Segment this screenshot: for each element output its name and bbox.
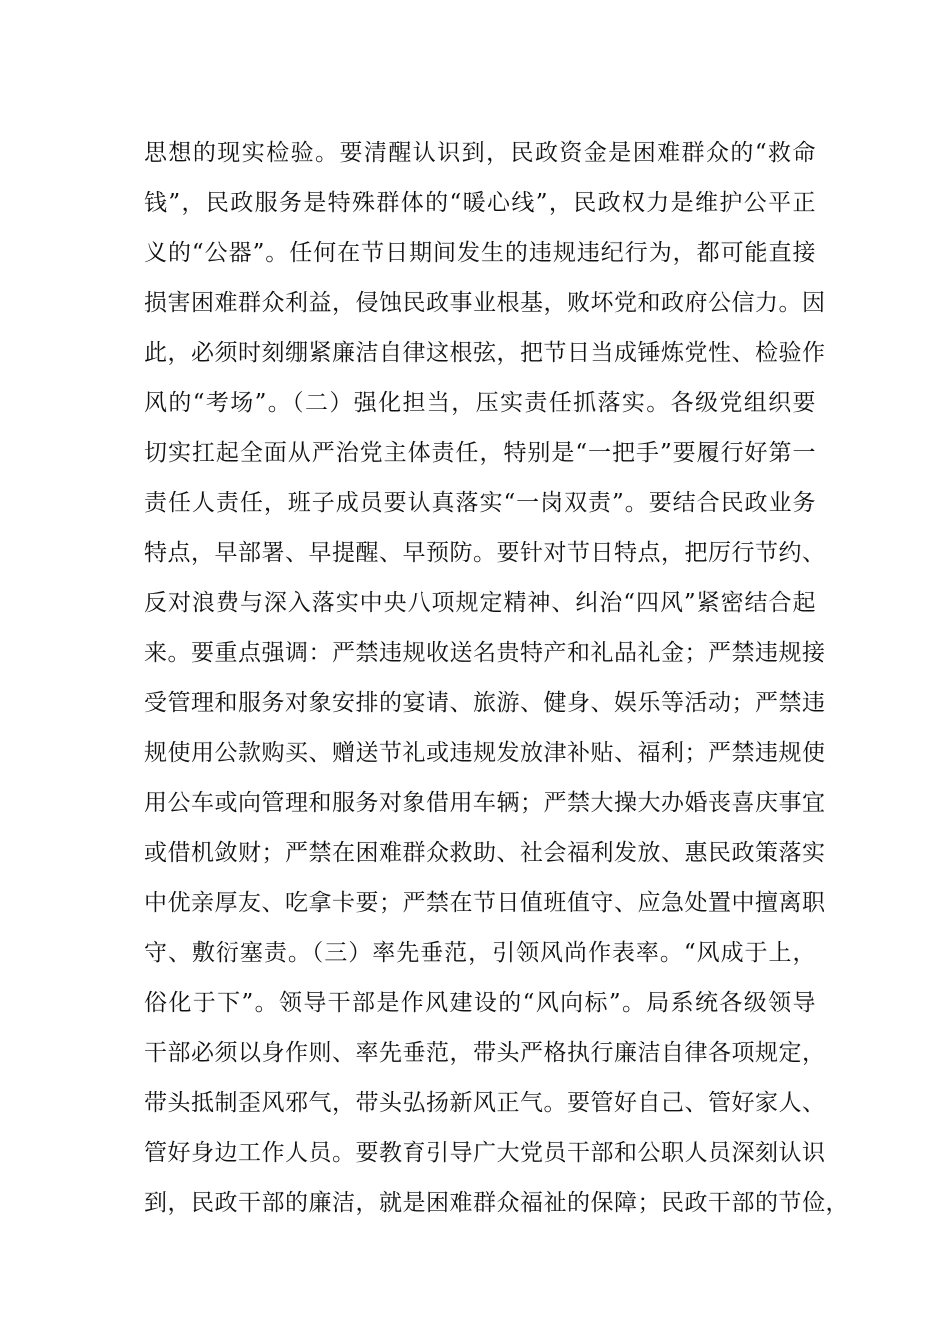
text-line: 守、敷衍塞责。（三）率先垂范，引领风尚作表率。“风成于上， (144, 940, 816, 966)
text-line: 义的“公器”。任何在节日期间发生的违规违纪行为，都可能直接 (144, 240, 816, 266)
text-line: 用公车或向管理和服务对象借用车辆；严禁大操大办婚丧喜庆事宜 (144, 790, 826, 816)
text-line: 切实扛起全面从严治党主体责任，特别是“一把手”要履行好第一 (144, 440, 816, 466)
text-line: 规使用公款购买、赠送节礼或违规发放津补贴、福利；严禁违规使 (144, 740, 826, 766)
text-line: 反对浪费与深入落实中央八项规定精神、纠治“四风”紧密结合起 (144, 590, 816, 616)
text-line: 中优亲厚友、吃拿卡要；严禁在节日值班值守、应急处置中擅离职 (144, 890, 826, 916)
text-line: 思想的现实检验。要清醒认识到，民政资金是困难群众的“救命 (144, 140, 816, 166)
text-line: 受管理和服务对象安排的宴请、旅游、健身、娱乐等活动；严禁违 (144, 690, 826, 716)
text-line: 特点，早部署、早提醒、早预防。要针对节日特点，把厉行节约、 (144, 540, 826, 566)
text-line: 此，必须时刻绷紧廉洁自律这根弦，把节日当成锤炼党性、检验作 (144, 340, 826, 366)
text-line: 管好身边工作人员。要教育引导广大党员干部和公职人员深刻认识 (144, 1140, 826, 1166)
text-line: 责任人责任，班子成员要认真落实“一岗双责”。要结合民政业务 (144, 490, 816, 516)
text-line: 损害困难群众利益，侵蚀民政事业根基，败坏党和政府公信力。因 (144, 290, 826, 316)
text-line: 来。要重点强调：严禁违规收送名贵特产和礼品礼金；严禁违规接 (144, 640, 826, 666)
text-line: 钱”，民政服务是特殊群体的“暖心线”，民政权力是维护公平正 (144, 190, 816, 216)
text-line: 风的“考场”。（二）强化担当，压实责任抓落实。各级党组织要 (144, 390, 816, 416)
text-line: 俗化于下”。领导干部是作风建设的“风向标”。局系统各级领导 (144, 990, 816, 1016)
text-line: 干部必须以身作则、率先垂范，带头严格执行廉洁自律各项规定， (144, 1040, 826, 1066)
text-line: 或借机敛财；严禁在困难群众救助、社会福利发放、惠民政策落实 (144, 840, 826, 866)
text-line: 到，民政干部的廉洁，就是困难群众福祉的保障；民政干部的节俭， (144, 1190, 849, 1216)
text-line: 带头抵制歪风邪气，带头弘扬新风正气。要管好自己、管好家人、 (144, 1090, 826, 1116)
